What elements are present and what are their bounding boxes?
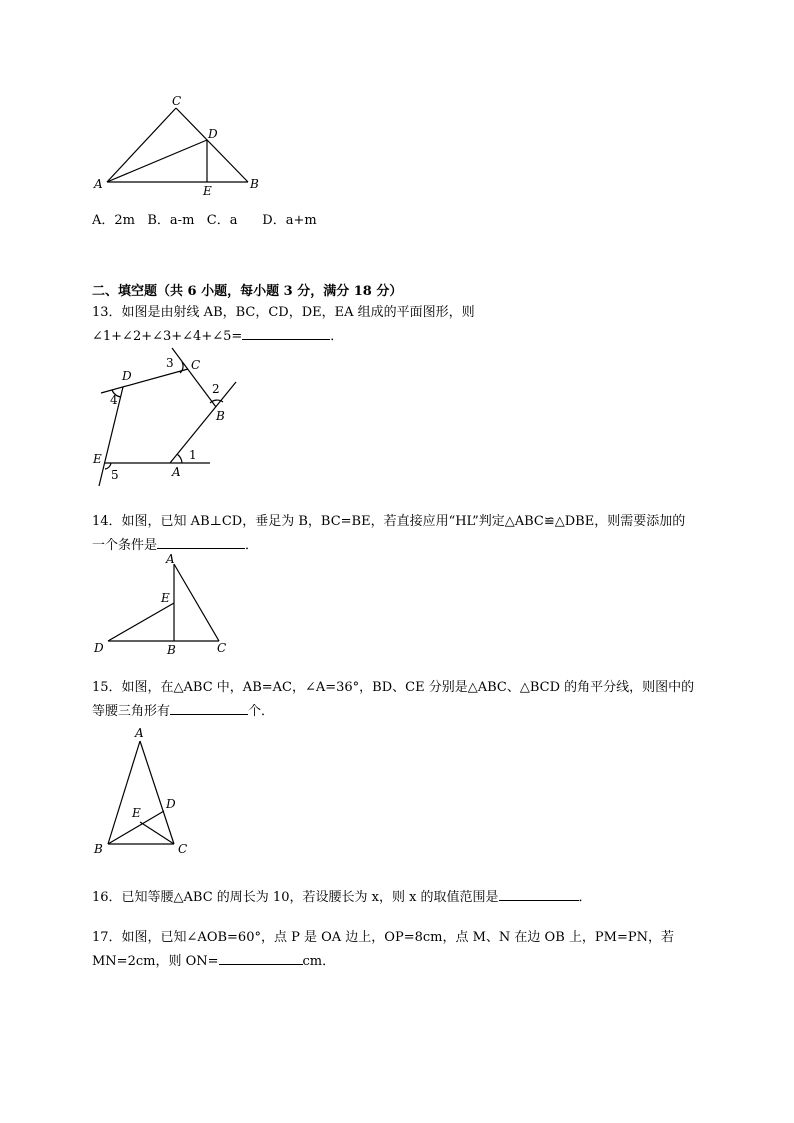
label-C: C bbox=[178, 842, 188, 856]
label-E: E bbox=[203, 184, 212, 198]
label-A: A bbox=[135, 726, 144, 740]
label-B: B bbox=[216, 409, 225, 423]
label-B: B bbox=[94, 842, 103, 856]
figure-q15 bbox=[90, 724, 200, 859]
segment-CB bbox=[176, 108, 248, 182]
label-D: D bbox=[208, 127, 218, 141]
label-angle-3: 3 bbox=[166, 356, 174, 370]
label-C: C bbox=[172, 94, 182, 108]
segment-AC bbox=[174, 564, 219, 641]
figure-q13 bbox=[88, 346, 248, 491]
q16-period: ． bbox=[578, 890, 592, 905]
label-angle-4: 4 bbox=[110, 393, 118, 407]
figure-q14 bbox=[90, 552, 240, 657]
label-A: A bbox=[172, 465, 181, 479]
figure-q12 bbox=[90, 92, 270, 202]
q15-prompt: 等腰三角形有 bbox=[92, 704, 171, 719]
q15-unit: 个． bbox=[248, 704, 275, 719]
label-angle-2: 2 bbox=[212, 382, 220, 396]
label-D: D bbox=[94, 641, 104, 655]
label-D: D bbox=[122, 369, 132, 383]
q13-line2 bbox=[92, 326, 343, 346]
q13-period: ． bbox=[330, 329, 344, 344]
q17-line1: 17．如图，已知∠AOB=60°，点 P 是 OA 边上，OP=8cm，点 M、N 在边 OB 上，PM=PN，若 bbox=[92, 930, 674, 945]
segment-AC bbox=[107, 108, 176, 182]
label-A: A bbox=[94, 177, 103, 191]
q13-line1: 13．如图是由射线 AB，BC，CD，DE，EA 组成的平面图形，则 bbox=[92, 305, 475, 320]
label-E: E bbox=[93, 452, 102, 466]
section-title: 二、填空题（共 6 小题，每小题 3 分，满分 18 分） bbox=[92, 284, 403, 299]
q15-answer-blank[interactable] bbox=[170, 701, 248, 715]
label-B: B bbox=[167, 643, 176, 657]
label-E: E bbox=[161, 591, 170, 605]
q16-prompt: 16．已知等腰△ABC 的周长为 10，若设腰长为 x，则 x 的取值范围是 bbox=[92, 890, 499, 905]
label-C: C bbox=[191, 358, 201, 372]
q13-expression: ∠1+∠2+∠3+∠4+∠5= bbox=[92, 329, 243, 344]
q15-line2 bbox=[92, 701, 274, 721]
q17-unit: cm． bbox=[302, 954, 336, 969]
q14-line1: 14．如图，已知 AB⊥CD，垂足为 B，BC=BE，若直接应用“HL”判定△ABC≌△DBE，则需要添加的 bbox=[92, 514, 686, 529]
label-angle-1: 1 bbox=[189, 448, 197, 462]
q17-prompt: MN=2cm，则 ON= bbox=[92, 954, 219, 969]
q14-answer-blank[interactable] bbox=[157, 535, 245, 549]
segment-AD bbox=[107, 140, 207, 182]
segment-CE bbox=[140, 822, 174, 844]
ray-BC bbox=[172, 348, 216, 407]
q16-answer-blank[interactable] bbox=[499, 887, 579, 901]
q14-prompt: 一个条件是 bbox=[92, 538, 158, 553]
label-angle-5: 5 bbox=[111, 468, 119, 482]
q13-answer-blank[interactable] bbox=[242, 326, 330, 340]
ray-AB bbox=[170, 382, 236, 463]
segment-AC bbox=[140, 741, 174, 844]
ray-CD bbox=[101, 369, 188, 393]
q12-options: A．2m B．a-m C．a D．a+m bbox=[92, 213, 317, 228]
q15-line1: 15．如图，在△ABC 中，AB=AC，∠A=36°，BD、CE 分别是△ABC、△BCD 的角平分线，则图中的 bbox=[92, 680, 695, 695]
q14-period: ． bbox=[245, 538, 259, 553]
angle-arc-1 bbox=[177, 454, 182, 463]
label-E: E bbox=[132, 806, 141, 820]
segment-DE bbox=[108, 603, 174, 641]
q17-answer-blank[interactable] bbox=[219, 951, 303, 965]
label-B: B bbox=[250, 177, 259, 191]
label-A: A bbox=[166, 552, 175, 566]
label-D: D bbox=[166, 797, 176, 811]
label-C: C bbox=[217, 641, 227, 655]
q17-line2 bbox=[92, 951, 335, 971]
q16-line bbox=[92, 887, 592, 907]
